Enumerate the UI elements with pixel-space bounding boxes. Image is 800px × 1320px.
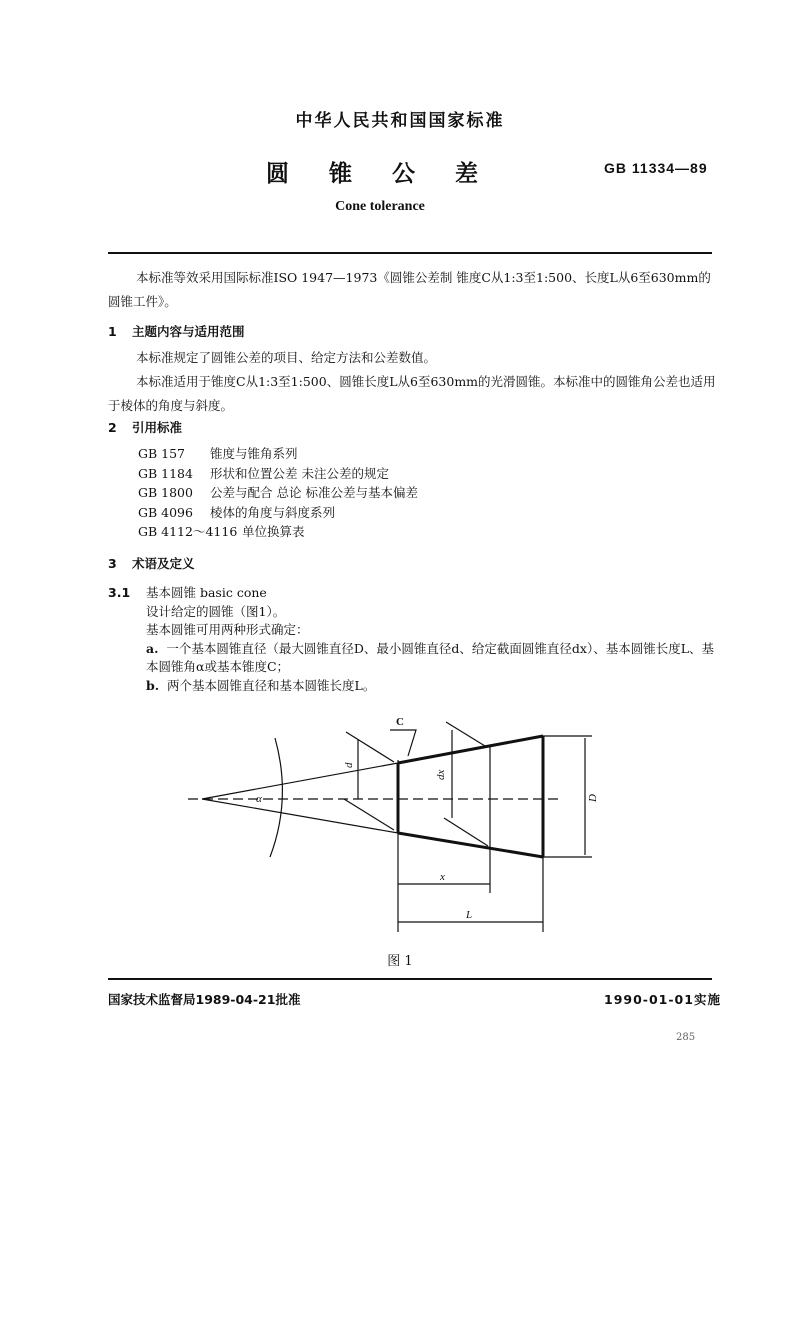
page-number: 285 (676, 1032, 696, 1043)
definition-3-1 (108, 584, 720, 695)
footer-divider (108, 978, 712, 980)
section-number: 3 (108, 556, 117, 571)
reference-list (138, 444, 418, 542)
label-D: D (587, 794, 599, 802)
english-title: Cone tolerance (335, 199, 425, 214)
label-taper: C (396, 716, 404, 728)
definition-line: 设计给定的圆锥（图1）。 (146, 603, 286, 619)
label-alpha: α (256, 793, 262, 805)
section-1-paragraph: 本标准规定了圆锥公差的项目、给定方法和公差数值。 (136, 350, 437, 365)
cone-diagram (180, 710, 620, 940)
section-title: 主题内容与适用范围 (132, 324, 245, 339)
section-3-heading (108, 554, 195, 572)
label-d: d (343, 762, 355, 768)
section-title: 引用标准 (132, 420, 183, 435)
effective-date: 1990-01-01实施 (604, 992, 721, 1007)
document-title: 圆 锥 公 差 (265, 161, 495, 187)
reference-item: GB 4096 棱体的角度与斜度系列 (138, 504, 336, 520)
figure-caption: 图 1 (387, 954, 413, 969)
label-L: L (466, 909, 473, 921)
section-2-heading (108, 418, 182, 436)
header-divider (108, 252, 712, 254)
section-1-paragraph: 本标准适用于锥度C从1:3至1:500、圆锥长度L从6至630mm的光滑圆锥。本标准中的圆锥角公差也适用于棱体的角度与斜度。 (108, 374, 716, 413)
reference-item: GB 4112～4116 单位换算表 (138, 524, 305, 539)
reference-item: GB 1800 公差与配合 总论 标准公差与基本偏差 (138, 485, 418, 500)
section-title: 术语及定义 (132, 556, 195, 571)
section-number: 2 (108, 420, 117, 435)
definition-item-b: b. 两个基本圆锥直径和基本圆锥长度L。 (146, 677, 376, 693)
section-1-heading (108, 322, 245, 340)
reference-item: GB 157 锥度与锥角系列 (138, 446, 298, 461)
label-x: x (440, 871, 445, 883)
standard-number: GB 11334—89 (604, 160, 708, 176)
reference-item: GB 1184 形状和位置公差 未注公差的规定 (138, 465, 389, 481)
label-dx: dx (435, 769, 447, 780)
definition-term: 3.1 基本圆锥 basic cone (108, 585, 267, 600)
intro-paragraph: 本标准等效采用国际标准ISO 1947—1973《圆锥公差制 锥度C从1:3至1:500、长度L从6至630mm的圆锥工件》。 (108, 270, 711, 309)
issuing-organization: 中华人民共和国国家标准 (295, 111, 505, 131)
definition-item-a: a. 一个基本圆锥直径（最大圆锥直径D、最小圆锥直径d、给定截面圆锥直径dx）、基本圆锥长度L、基本圆锥角α或基本锥度C； (146, 640, 715, 674)
approval-date: 国家技术监督局1989-04-21批准 (108, 992, 301, 1007)
section-number: 1 (108, 324, 117, 339)
definition-line: 基本圆锥可用两种形式确定： (146, 622, 309, 637)
